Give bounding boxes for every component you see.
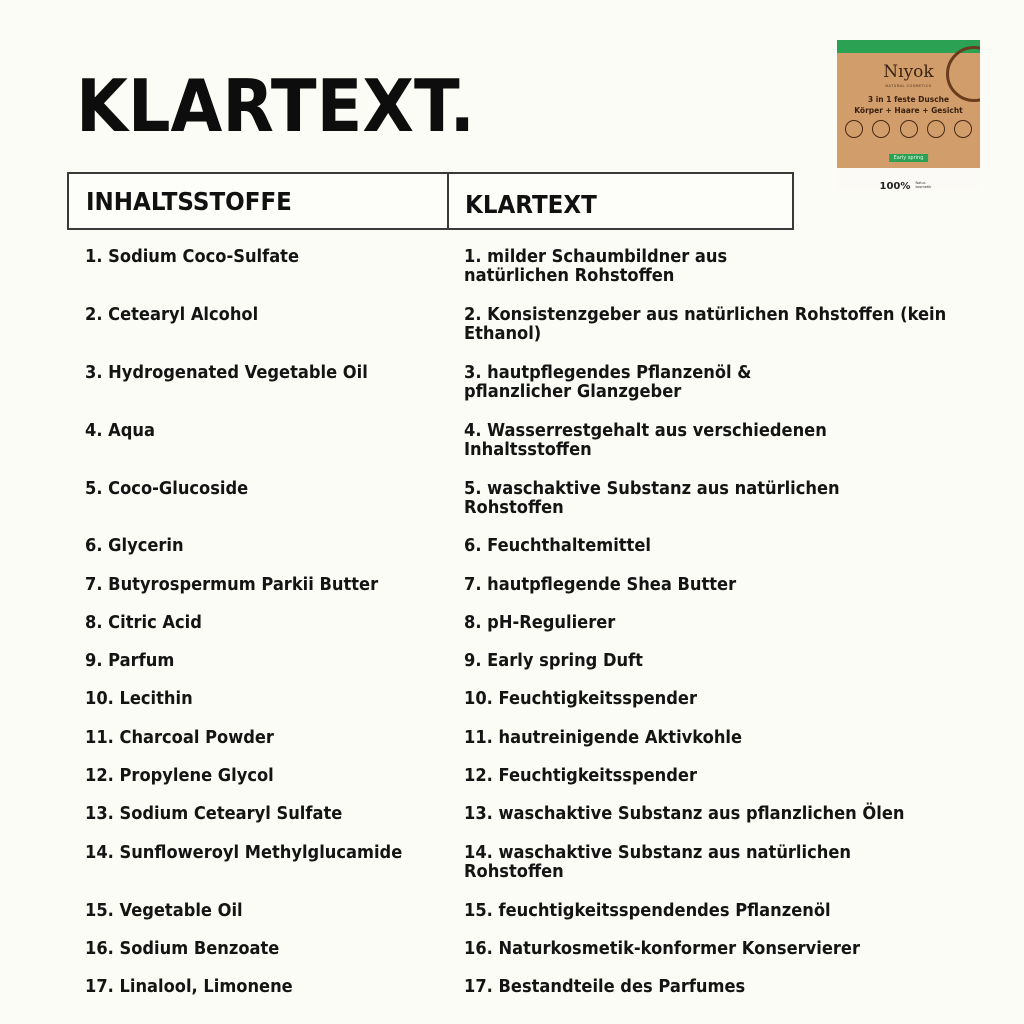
- travel-icon: [927, 120, 945, 138]
- explanation-line: natürlichen Rohstoffen: [464, 266, 675, 286]
- product-variant-badge: Early spring: [889, 154, 929, 162]
- explanation-line: Ethanol): [464, 324, 542, 344]
- explanation-line: Rohstoffen: [464, 862, 564, 882]
- product-title-line2: Körper + Haare + Gesicht: [854, 106, 963, 115]
- ingredient-name: 16. Sodium Benzoate: [85, 939, 280, 959]
- header-ingredients-cell: [69, 174, 449, 228]
- explanation-line: Rohstoffen: [464, 498, 564, 518]
- explanation-line: 16. Naturkosmetik-konformer Konservierer: [464, 939, 860, 959]
- ingredient-explanation: [464, 690, 697, 709]
- ingredient-explanation: [464, 978, 745, 997]
- header-klartext-label: KLARTEXT: [465, 189, 597, 219]
- ingredient-explanation: [464, 248, 727, 286]
- ingredient-name: 17. Linalool, Limonene: [85, 977, 293, 997]
- ingredient-name: 5. Coco-Glucoside: [85, 479, 249, 499]
- ingredient-name: 15. Vegetable Oil: [85, 901, 243, 921]
- ingredient-explanation: [464, 767, 697, 786]
- ingredient-name: 3. Hydrogenated Vegetable Oil: [85, 363, 368, 383]
- product-title-line1: 3 in 1 feste Dusche: [867, 95, 950, 104]
- ingredient-explanation: [464, 805, 904, 824]
- explanation-line: 13. waschaktive Substanz aus pflanzlichen Ölen: [464, 804, 905, 824]
- vegan-heart-icon: [872, 120, 890, 138]
- ingredient-name: 8. Citric Acid: [85, 613, 202, 633]
- explanation-line: Inhaltsstoffen: [464, 440, 592, 460]
- product-brand: Nıyok: [883, 62, 934, 82]
- product-box-face: [837, 40, 980, 168]
- explanation-line: 7. hautpflegende Shea Butter: [464, 575, 737, 595]
- ingredient-name: 10. Lecithin: [85, 689, 193, 709]
- ingredient-name: 2. Cetearyl Alcohol: [85, 305, 259, 325]
- explanation-line: 6. Feuchthaltemittel: [464, 536, 651, 556]
- explanation-line: 11. hautreinigende Aktivkohle: [464, 728, 743, 748]
- page-title: KLARTEXT.: [76, 64, 475, 148]
- ingredient-explanation: [464, 537, 651, 556]
- ingredient-explanation: [464, 364, 751, 402]
- explanation-line: 3. hautpflegendes Pflanzenöl &: [464, 363, 752, 383]
- explanation-line: 14. waschaktive Substanz aus natürlichen: [464, 843, 851, 863]
- product-feature-icons: [845, 120, 972, 138]
- ingredient-explanation: [464, 729, 742, 748]
- product-brand-sub: NATURAL COSMETICS: [885, 84, 932, 88]
- ingredient-name: 12. Propylene Glycol: [85, 766, 274, 786]
- product-natural-badge: [837, 174, 980, 193]
- ingredient-name: 9. Parfum: [85, 651, 175, 671]
- product-percent-label: Natur-kosmetik: [915, 180, 932, 189]
- ingredient-name: 4. Aqua: [85, 421, 155, 441]
- explanation-line: pflanzlicher Glanzgeber: [464, 382, 682, 402]
- ingredient-name: 11. Charcoal Powder: [85, 728, 274, 748]
- product-percent: 100%: [879, 181, 911, 192]
- explanation-line: 12. Feuchtigkeitsspender: [464, 766, 697, 786]
- moisture-drop-icon: [954, 120, 972, 138]
- plastic-free-icon: [900, 120, 918, 138]
- ingredient-name: 7. Butyrospermum Parkii Butter: [85, 575, 379, 595]
- ingredient-explanation: [464, 652, 643, 671]
- ingredient-name: 13. Sodium Cetearyl Sulfate: [85, 804, 343, 824]
- explanation-line: 15. feuchtigkeitsspendendes Pflanzenöl: [464, 901, 831, 921]
- explanation-line: 10. Feuchtigkeitsspender: [464, 689, 697, 709]
- product-image: [837, 40, 980, 190]
- header-klartext-cell: [449, 174, 792, 228]
- explanation-line: 4. Wasserrestgehalt aus verschiedenen: [464, 421, 827, 441]
- ingredient-explanation: [464, 902, 831, 921]
- ingredient-explanation: [464, 940, 860, 959]
- ingredient-explanation: [464, 480, 840, 518]
- ingredient-explanation: [464, 306, 946, 344]
- body-hair-icon: [845, 120, 863, 138]
- explanation-line: 5. waschaktive Substanz aus natürlichen: [464, 479, 840, 499]
- explanation-line: 2. Konsistenzgeber aus natürlichen Rohstoffen (kein: [464, 305, 947, 325]
- ingredient-explanation: [464, 576, 736, 595]
- ingredient-name: 6. Glycerin: [85, 536, 184, 556]
- explanation-line: 9. Early spring Duft: [464, 651, 643, 671]
- ingredient-explanation: [464, 844, 851, 882]
- explanation-line: 8. pH-Regulierer: [464, 613, 616, 633]
- table-header: [67, 172, 794, 230]
- header-ingredients-label: INHALTSSTOFFE: [86, 186, 292, 216]
- ingredient-name: 14. Sunfloweroyl Methylglucamide: [85, 843, 403, 863]
- explanation-line: 17. Bestandteile des Parfumes: [464, 977, 746, 997]
- explanation-line: 1. milder Schaumbildner aus: [464, 247, 728, 267]
- ingredient-explanation: [464, 422, 827, 460]
- ingredient-explanation: [464, 614, 615, 633]
- ingredient-name: 1. Sodium Coco-Sulfate: [85, 247, 300, 267]
